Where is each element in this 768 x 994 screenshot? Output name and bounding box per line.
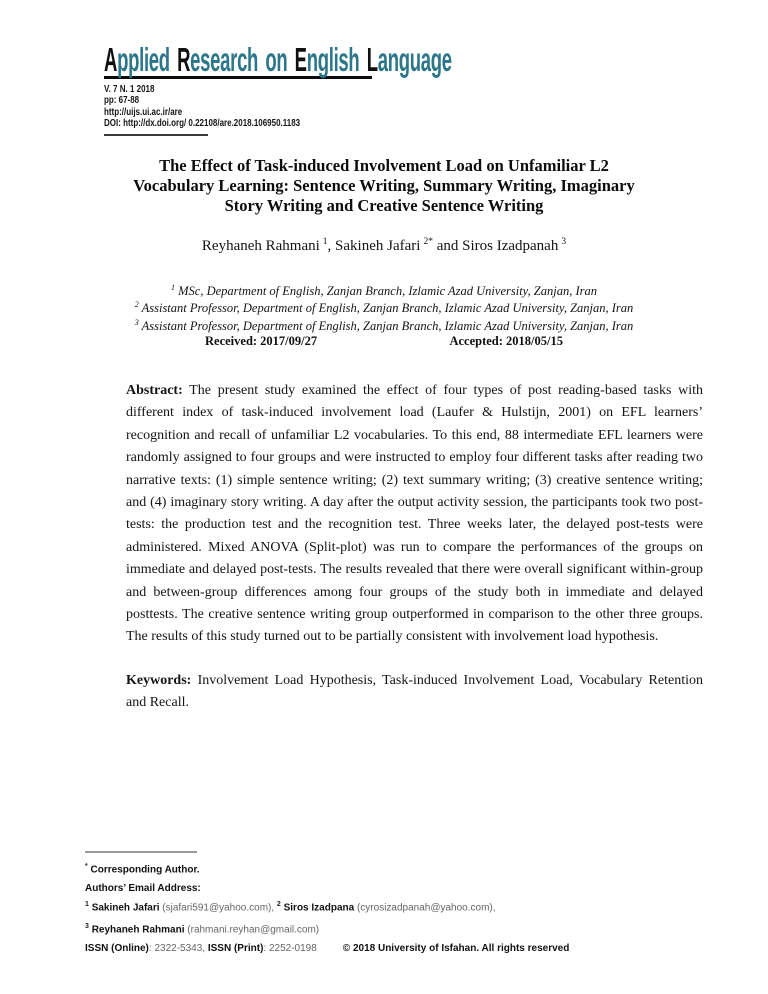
author: Sakineh Jafari $^{2*}$ and [335, 237, 463, 254]
email-heading: Authors’ Email Address: [85, 882, 201, 894]
corresponding-author-note: * Corresponding Author. [85, 862, 200, 875]
affiliation: $^2$ Assistant Professor, Department of English, Zanjan Branch, Izlamic Azad University, Zanjan, Iran [134, 300, 634, 316]
keywords-paragraph [126, 670, 703, 715]
journal-url: http://uijs.ui.ac.ir/are [104, 106, 183, 118]
logo-word: Research [177, 41, 259, 78]
copyright-notice: © 2018 University of Isfahan. All rights reserved [342, 943, 570, 955]
abstract-paragraph [126, 380, 703, 649]
logo-word: Language [366, 41, 452, 78]
affiliation: $^1$ MSc, Department of English, Zanjan Branch, Izlamic Azad University, Zanjan, Iran [171, 283, 597, 299]
journal-header [104, 41, 738, 136]
journal-logo [104, 41, 459, 78]
footnote-divider [85, 851, 197, 853]
title-line: Story Writing and Creative Sentence Writing [224, 195, 544, 215]
abstract-label: Abstract: [126, 383, 183, 398]
volume-issue: V. 7 N. 1 2018 [104, 84, 155, 95]
email-address: (sjafari591@yahoo.com), [159, 902, 277, 914]
author-superscript: 1 [322, 237, 328, 247]
accepted-date: Accepted: 2018/05/15 [449, 334, 563, 348]
doi-link: DOI: http://dx.doi.org/ 0.22108/are.2018.106950.1183 [104, 118, 301, 130]
page-range: pp: 67-88 [104, 95, 140, 107]
author: Siros Izadpanah $^3$ [462, 237, 567, 254]
author-list [0, 237, 768, 255]
submission-dates [205, 334, 563, 349]
keywords-text: Involvement Load Hypothesis, Task-induced Involvement Load, Vocabulary Retention and Recall. [126, 672, 703, 711]
logo-word: Applied [104, 41, 170, 78]
footnote-footer [85, 851, 725, 959]
email-address: (rahmani.reyhan@gmail.com) [184, 924, 320, 936]
article-title [44, 156, 724, 215]
meta-underline [104, 134, 208, 136]
author: Reyhaneh Rahmani $^1$, [201, 237, 336, 254]
title-line: Vocabulary Learning: Sentence Writing, Summary Writing, Imaginary [133, 175, 635, 195]
abstract-section [126, 380, 703, 715]
affiliation: $^3$ Assistant Professor, Department of English, Zanjan Branch, Izlamic Azad University, Zanjan, Iran [134, 317, 634, 333]
affiliations [0, 281, 768, 333]
keywords-label: Keywords: [126, 672, 192, 688]
email-address: (cyrosizadpanah@yahoo.com), [354, 902, 496, 914]
abstract-text: The present study examined the effect of four types of post reading-based tasks with different index of task-induced involvement load (Laufer & Hulstijn, 2001) on EFL learners’ recognition and recall of unfamiliar L2 vocabularies. To this end, 88 intermediate EFL learners were randomly assigned to four groups and were instructed to employ four different tasks after reading two narrative texts: (1) simple sentence writing; (2) text summary writing; (3) creative sentence writing; and (4) imaginary story writing. A day after the output activity session, the participants took two post-tests: the production test and the recognition test. Three weeks later, the delayed post-tests were administered. Mixed ANOVA (Split-plot) was run to compare the performances of the groups on immediate and delayed post-tests. The results revealed that there were overall significant within-group and between-group differences among four groups of the study both in immediate and delayed posttests. The creative sentence writing group outperformed in comparison to the other three groups. The results of this study turned out to be partially consistent with involvement load hypothesis. [126, 383, 703, 645]
logo-word: English [294, 41, 360, 78]
author-superscript: 3 [561, 237, 567, 247]
email-line-2: $^3$ Reyhaneh Rahmani (rahmani.reyhan@gmail.com) [85, 923, 320, 936]
author-superscript: 2* [423, 237, 433, 247]
received-date: Received: 2017/09/27 [205, 334, 318, 348]
email-line-1: $^1$ Sakineh Jafari (sjafari591@yahoo.com), $^2$ Siros Izadpana (cyrosizadpanah@yahoo.com), [85, 900, 496, 914]
journal-meta [104, 84, 611, 130]
logo-word: on [265, 41, 288, 78]
title-line: The Effect of Task-induced Involvement Load on Unfamiliar L2 [159, 156, 609, 175]
issn-copyright-line: ISSN (Online): 2322-5343, ISSN (Print): 2252-0198 © 2018 University of Isfahan. All rights reserved [85, 943, 570, 955]
